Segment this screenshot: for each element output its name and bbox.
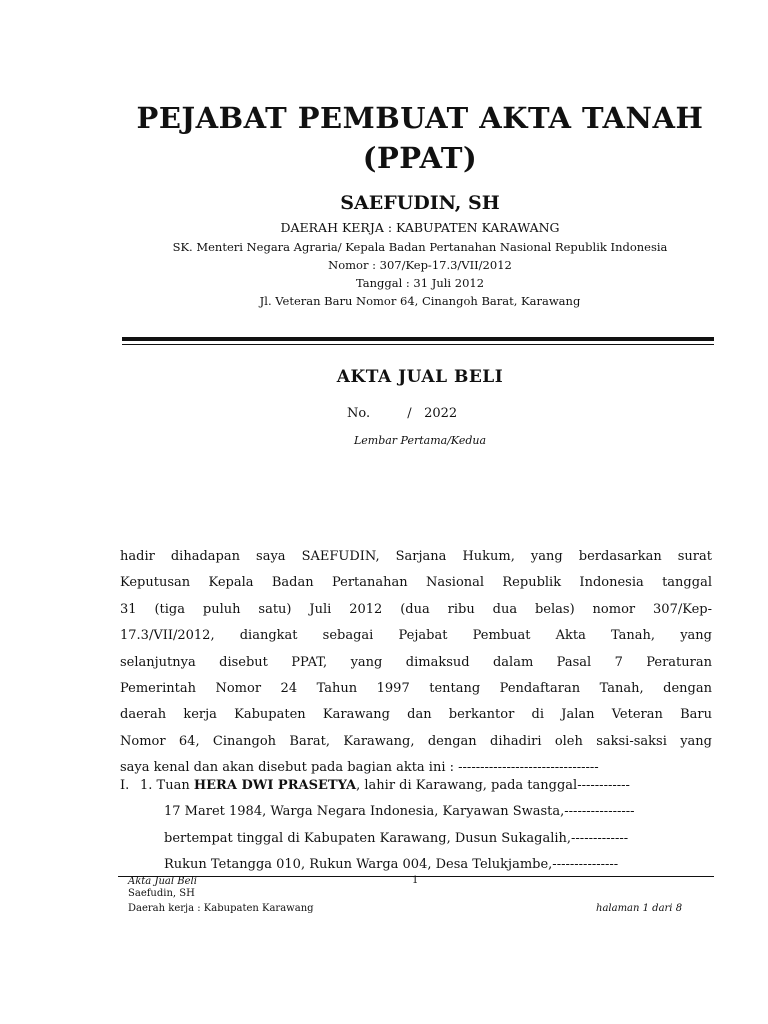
header-divider-thick bbox=[122, 337, 714, 341]
party-detail: 17 Maret 1984, Warga Negara Indonesia, Karyawan Swasta,---------------- bbox=[164, 804, 635, 820]
body-line: selanjutnya disebut PPAT, yang dimaksud dalam Pasal 7 Peraturan bbox=[120, 654, 712, 670]
party-list bbox=[120, 773, 712, 879]
deed-title: AKTA JUAL BELI bbox=[336, 367, 504, 387]
office-title bbox=[120, 98, 720, 178]
party-detail: Rukun Tetangga 010, Rukun Warga 004, Desa Telukjambe,--------------- bbox=[164, 857, 619, 873]
party-row bbox=[120, 799, 712, 825]
body-line: saya kenal dan akan disebut pada bagian akta ini : -------------------------------- bbox=[120, 760, 599, 776]
deed-body bbox=[120, 544, 712, 782]
body-line: daerah kerja Kabupaten Karawang dan berkantor di Jalan Veteran Baru bbox=[120, 707, 712, 723]
party-item-rest: , lahir di Karawang, pada tanggal------------ bbox=[356, 778, 630, 793]
footer-region: Daerah kerja : Kabupaten Karawang bbox=[128, 903, 314, 914]
body-line: Pemerintah Nomor 24 Tahun 1997 tentang Pendaftaran Tanah, dengan bbox=[120, 681, 712, 697]
party-item bbox=[140, 773, 712, 799]
footer-author: Saefudin, SH bbox=[128, 888, 195, 899]
body-line: hadir dihadapan saya SAEFUDIN, Sarjana Hukum, yang berdasarkan surat bbox=[120, 549, 712, 564]
footer-page-number: 1 bbox=[412, 875, 419, 886]
party-marker: I. bbox=[120, 778, 130, 793]
body-line: Keputusan Kepala Badan Pertanahan Nasional Republik Indonesia tanggal bbox=[120, 575, 712, 591]
sheet-label: Lembar Pertama/Kedua bbox=[353, 434, 487, 447]
party-detail: bertempat tinggal di Kabupaten Karawang, Dusun Sukagalih,------------- bbox=[164, 830, 629, 846]
body-line: 17.3/VII/2012, diangkat sebagai Pejabat Pembuat Akta Tanah, yang bbox=[120, 628, 712, 644]
party-name: HERA DWI PRASETYA bbox=[193, 778, 357, 793]
office-address: Jl. Veteran Baru Nomor 64, Cinangoh Barat, Karawang bbox=[259, 294, 581, 308]
office-title-line1: PEJABAT PEMBUAT AKTA TANAH bbox=[136, 101, 704, 135]
footer-page-count: halaman 1 dari 8 bbox=[596, 903, 683, 914]
decree-line: SK. Menteri Negara Agraria/ Kepala Badan Pertanahan Nasional Republik Indonesia bbox=[172, 240, 668, 254]
deed-number: No. / 2022 bbox=[347, 406, 458, 421]
party-row bbox=[120, 826, 712, 852]
body-line: Nomor 64, Cinangoh Barat, Karawang, dengan dihadiri oleh saksi-saksi yang bbox=[120, 733, 712, 749]
party-item-prefix: 1. Tuan bbox=[140, 778, 194, 793]
decree-number: Nomor : 307/Kep-17.3/VII/2012 bbox=[328, 258, 512, 272]
header-divider-thin bbox=[122, 344, 714, 345]
decree-date: Tanggal : 31 Juli 2012 bbox=[355, 276, 485, 290]
body-line: 31 (tiga puluh satu) Juli 2012 (dua ribu dua belas) nomor 307/Kep- bbox=[120, 601, 712, 617]
work-area: DAERAH KERJA : KABUPATEN KARAWANG bbox=[280, 220, 560, 235]
office-title-line2: (PPAT) bbox=[362, 141, 478, 175]
official-name: SAEFUDIN, SH bbox=[340, 192, 500, 214]
party-row bbox=[120, 773, 712, 799]
footer-doc-name: Akta Jual Beli bbox=[128, 876, 197, 887]
